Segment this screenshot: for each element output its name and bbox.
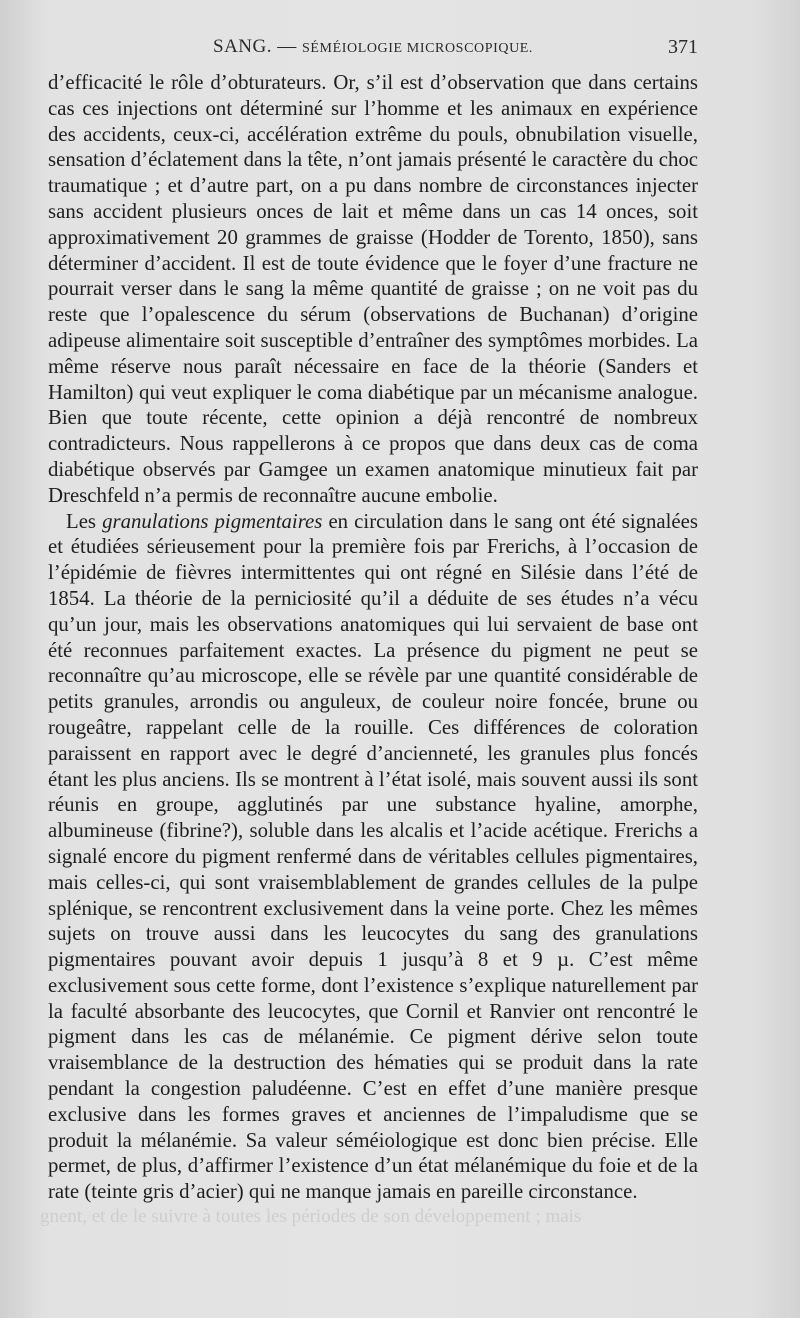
paragraph-lead: Les — [66, 509, 103, 533]
paragraph-body: en circulation dans le sang ont été signalées et étudiées sérieusement pour la première fois par Frerichs, à l’occasion de l’épidémie de fièvres intermittentes qui ont régné en Silésie dans l’été de 1854. La théorie de la perniciosité qu’il a déduite de ses études n’a vécu qu’un jour, mais les observations anatomiques qui lui servaient de base ont été reconnues parfaitement exactes. La présence du pigment ne peut se reconnaître qu’au microscope, elle se révèle par une quantité considérable de petits granules, arrondis ou anguleux, de couleur noire foncée, brune ou rougeâtre, rappelant celle de la rouille. Ces différences de coloration paraissent en rapport avec le degré d’ancienneté, les granules plus foncés étant les plus anciens. Ils se montrent à l’état isolé, mais souvent aussi ils sont réunis en groupe, agglutinés par une substance hyaline, amorphe, albumineuse (fibrine?), soluble dans les alcalis et l’acide acétique. Frerichs a signalé encore du pigment renfermé dans de véritables cellules pigmentaires, mais celles-ci, qui sont vraisemblablement de grandes cellules de la pulpe splénique, se rencontrent exclusivement dans la veine porte. Chez les mêmes sujets on trouve aussi dans les leucocytes du sang des granulations pigmentaires pouvant avoir depuis 1 jusqu’à 8 et 9 µ. C’est même exclusivement sous cette forme, dont l’existence s’explique naturellement par la faculté absorbante des leucocytes, que Cornil et Ranvier ont rencontré le pigment dans les cas de mélanémie. Ce pigment dérive selon toute vraisemblance de la destruction des hématies qui se produit dans la rate pendant la congestion paludéenne. C’est en effet d’une manière presque exclusive dans les formes graves et anciennes de l’impaludisme que se produit la mélanémie. Sa valeur séméiologique est donc bien précise. Elle permet, de plus, d’affirmer l’existence d’un état mélanémique du foie et de la rate (teinte gris d’acier) qui ne manque jamais en pareille circonstance. — [48, 509, 698, 1204]
page-header — [48, 36, 698, 66]
running-head-section: SÉMÉIOLOGIE MICROSCOPIQUE. — [301, 41, 534, 56]
show-through-text: gnent, et de le suivre à toutes les périodes de son développement ; mais — [40, 1206, 582, 1227]
page-number: 371 — [668, 36, 698, 58]
running-head-dash: — — [277, 36, 297, 57]
paragraph-pigment-granulations — [48, 509, 698, 1206]
body-text — [48, 70, 698, 1205]
paragraph-fat-embolism: d’efficacité le rôle d’obturateurs. Or, s’il est d’observation que dans certains cas ces injections ont déterminé sur l’homme et les animaux en expérience des accidents, ceux-ci, accélération extrême du pouls, obnubilation visuelle, sensation d’éclatement dans la tête, n’ont jamais présenté le caractère du choc traumatique ; et d’autre part, on a pu dans nombre de circonstances injecter sans accident plusieurs onces de lait et même dans un cas 14 onces, soit approximativement 20 grammes de graisse (Hodder de Torento, 1850), sans déterminer d’accident. Il est de toute évidence que le foyer d’une fracture ne pourrait verser dans le sang la même quantité de graisse ; on ne voit pas du reste que l’opalescence du sérum (observations de Buchanan) d’origine adipeuse alimentaire soit susceptible d’entraîner des symptômes morbides. La même réserve nous paraît nécessaire en face de la théorie (Sanders et Hamilton) qui veut expliquer le coma diabétique par un mécanisme analogue. Bien que toute récente, cette opinion a déjà rencontré de nombreux contradicteurs. Nous rappellerons à ce propos que dans deux cas de coma diabétique observés par Gamgee un examen anatomique minutieux fait par Dreschfeld n’a permis de reconnaître aucune embolie. — [48, 71, 698, 507]
running-head-author: SANG. — [213, 36, 272, 57]
running-head — [213, 36, 533, 58]
italic-term: granulations pigmentaires — [102, 509, 323, 533]
